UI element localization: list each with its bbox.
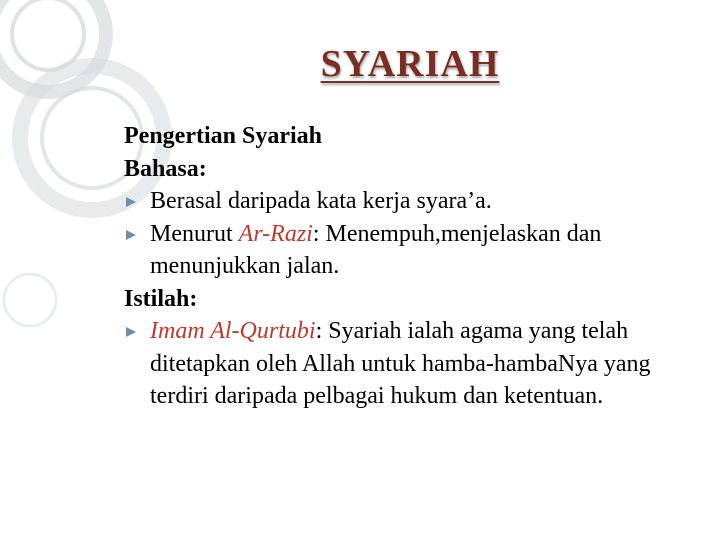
ar-razi-name: Ar-Razi xyxy=(238,220,313,247)
triangle-bullet-icon xyxy=(126,327,136,337)
triangle-bullet-icon xyxy=(126,230,136,240)
istilah-bullet-1-text: : Syariah ialah agama yang telah ditetapkan oleh Allah untuk hamba-hambaNya yang terdiri daripada pelbagai hukum dan ketentuan. xyxy=(150,318,651,409)
slide-title: SYARIAH xyxy=(320,43,500,85)
slide-content xyxy=(124,120,704,413)
bahasa-bullet-2-prefix: Menurut xyxy=(150,220,239,247)
bahasa-bullet-2 xyxy=(124,218,704,283)
bahasa-bullet-2-text: : Menempuh,menjelaskan dan menunjukkan jalan. xyxy=(150,220,602,279)
istilah-bullet-1 xyxy=(124,315,704,413)
istilah-heading: Istilah: xyxy=(124,285,198,312)
triangle-bullet-icon xyxy=(126,197,136,207)
ring-side xyxy=(4,274,56,326)
bahasa-bullet-1-text: Berasal daripada kata kerja syara’a. xyxy=(150,188,492,214)
imam-al-qurtubi-name: Imam Al-Qurtubi xyxy=(150,318,316,344)
bahasa-heading: Bahasa: xyxy=(124,155,207,182)
bahasa-bullet-1 xyxy=(124,185,704,218)
section-heading: Pengertian Syariah xyxy=(124,123,322,149)
